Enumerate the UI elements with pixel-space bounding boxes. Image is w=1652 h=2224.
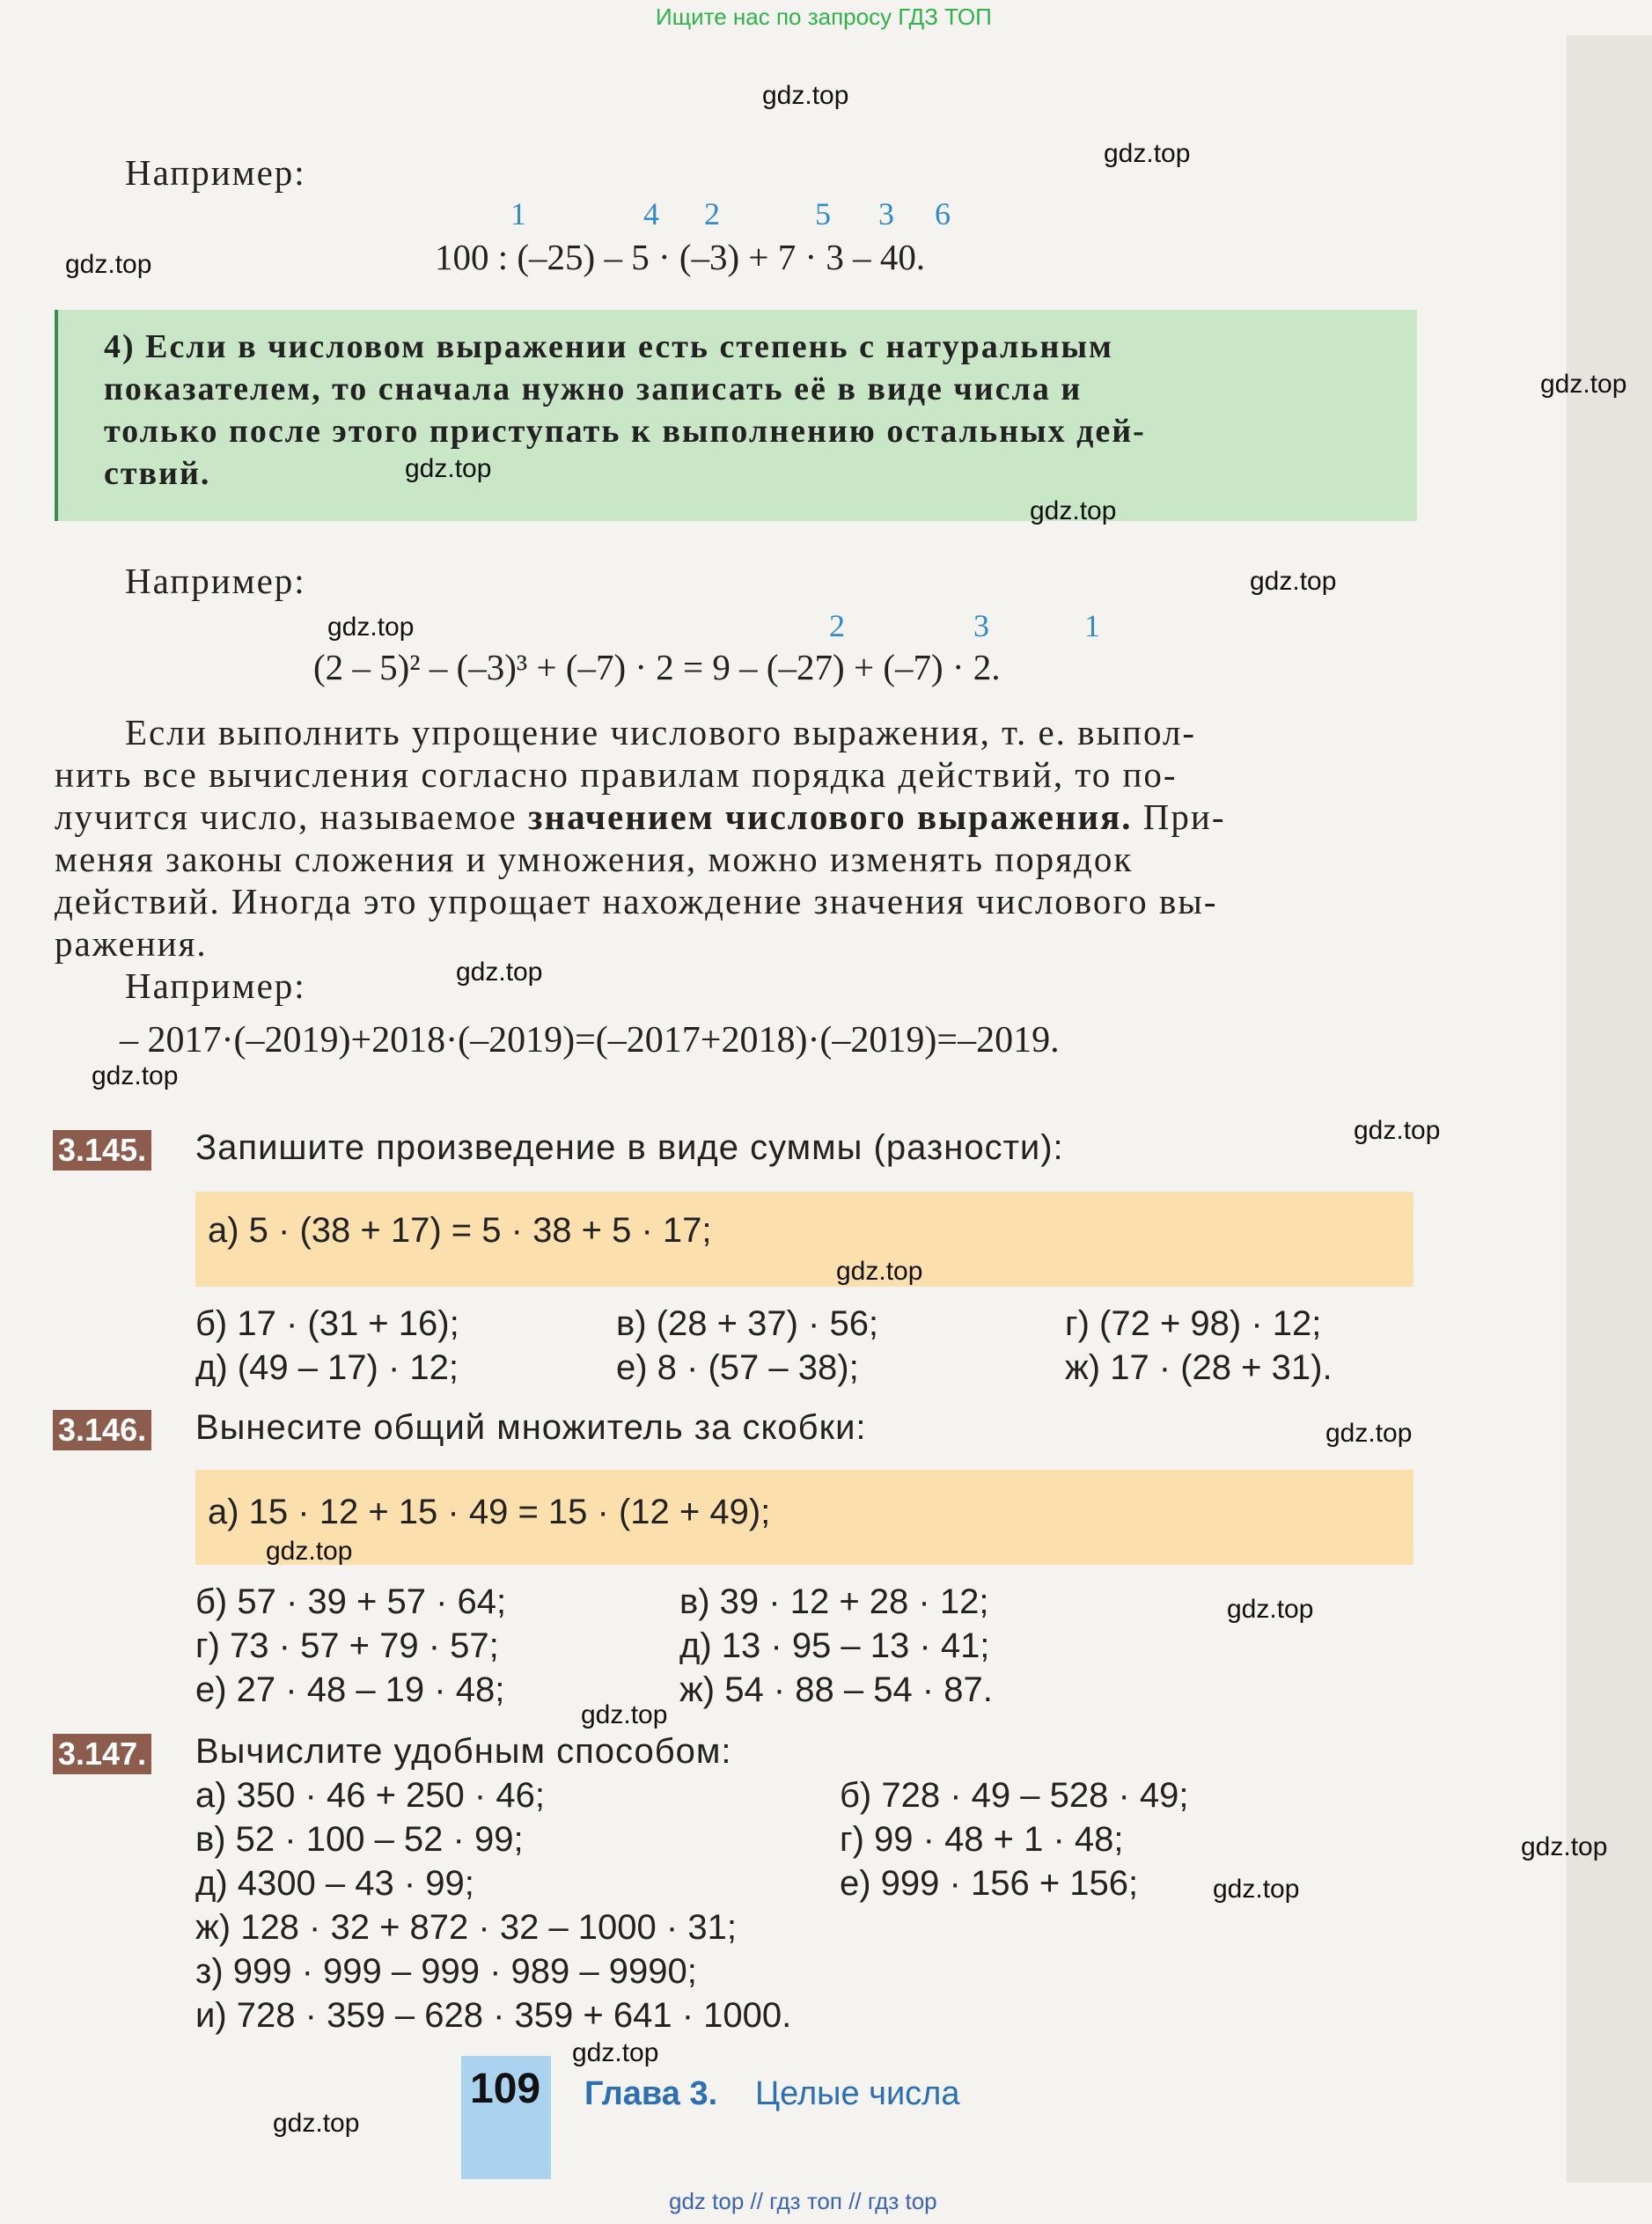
exercise-item: и) 728 · 359 – 628 · 359 + 641 · 1000.: [195, 1996, 792, 2035]
exercise-item: д) (49 – 17) · 12;: [195, 1348, 459, 1387]
term-bold: значением числового выражения.: [527, 796, 1133, 837]
example2-step: 2: [829, 608, 845, 643]
example1-expression: 100 : (–25) – 5 · (–3) + 7 · 3 – 40.: [435, 237, 926, 277]
exercise-item: е) 999 · 156 + 156;: [840, 1864, 1139, 1903]
sample-solution: а) 15 · 12 + 15 · 49 = 15 · (12 + 49);: [208, 1493, 771, 1531]
exercise-item: б) 17 · (31 + 16);: [195, 1304, 459, 1343]
exercise-item: ж) 54 · 88 – 54 · 87.: [679, 1670, 993, 1709]
watermark: gdz.top: [1227, 1595, 1314, 1624]
paragraph-line: Если выполнить упрощение числового выражения, т. е. выпол-: [125, 712, 1197, 752]
example1-step: 4: [643, 196, 659, 231]
example1-step: 6: [935, 196, 951, 231]
example1-step: 1: [510, 196, 526, 231]
watermark: gdz.top: [1213, 1875, 1300, 1904]
watermark: gdz.top: [266, 1537, 353, 1566]
exercise-task: Запишите произведение в виде суммы (разности):: [195, 1128, 1064, 1167]
rule-line: только после этого приступать к выполнению остальных дей-: [104, 413, 1146, 450]
exercise-item: д) 4300 – 43 · 99;: [195, 1864, 474, 1903]
watermark: gdz.top: [65, 250, 152, 279]
paragraph-line: лучится число, называемое значением числового выражения. При-: [55, 796, 1226, 837]
watermark: gdz.top: [1521, 1832, 1608, 1861]
exercise-number: 3.145.: [53, 1130, 151, 1171]
exercise-item: в) 39 · 12 + 28 · 12;: [679, 1582, 989, 1621]
chapter-title: Целые числа: [755, 2075, 960, 2112]
watermark: gdz.top: [581, 1700, 668, 1729]
example2-step: 3: [973, 608, 989, 643]
example2-label: Например:: [125, 561, 306, 601]
exercise-item: б) 728 · 49 – 528 · 49;: [840, 1776, 1189, 1815]
chapter-label: Глава 3.: [584, 2075, 718, 2112]
example1-step: 2: [704, 196, 720, 231]
paragraph-line: меняя законы сложения и умножения, можно изменять порядок: [55, 839, 1134, 879]
watermark: gdz.top: [836, 1257, 923, 1286]
watermark: gdz.top: [1250, 567, 1337, 596]
exercise-item: е) 27 · 48 – 19 · 48;: [195, 1670, 505, 1709]
watermark: gdz.top: [1325, 1419, 1413, 1448]
exercise-item: з) 999 · 999 – 999 · 989 – 9990;: [195, 1952, 697, 1991]
exercise-item: а) 350 · 46 + 250 · 46;: [195, 1776, 545, 1815]
watermark: gdz.top: [92, 1061, 179, 1090]
example1-step: 3: [878, 196, 894, 231]
watermark: gdz.top: [762, 81, 849, 110]
watermark: gdz.top: [456, 958, 543, 987]
example3-expression: – 2017·(–2019)+2018·(–2019)=(–2017+2018)·(–2019)=–2019.: [120, 1020, 1060, 1061]
watermark: gdz.top: [1540, 370, 1627, 399]
paragraph-line: нить все вычисления согласно правилам порядка действий, то по-: [55, 754, 1178, 795]
rule-line: 4) Если в числовом выражении есть степень с натуральным: [104, 328, 1113, 365]
header-search-link[interactable]: Ищите нас по запросу ГДЗ ТОП: [656, 4, 992, 30]
exercise-task: Вынесите общий множитель за скобки:: [195, 1408, 867, 1447]
watermark: gdz.top: [273, 2109, 360, 2138]
example1-step: 5: [815, 196, 831, 231]
paragraph-line: ражения.: [55, 923, 208, 964]
watermark: gdz.top: [1104, 139, 1191, 168]
exercise-item: е) 8 · (57 – 38);: [616, 1348, 859, 1387]
watermark: gdz.top: [405, 454, 492, 483]
exercise-item: ж) 17 · (28 + 31).: [1065, 1348, 1333, 1387]
exercise-item: ж) 128 · 32 + 872 · 32 – 1000 · 31;: [195, 1908, 737, 1947]
exercise-item: г) 99 · 48 + 1 · 48;: [840, 1820, 1124, 1859]
exercise-item: б) 57 · 39 + 57 · 64;: [195, 1582, 507, 1621]
watermark: gdz.top: [1030, 496, 1117, 525]
exercise-item: г) 73 · 57 + 79 · 57;: [195, 1626, 499, 1665]
exercise-item: в) 52 · 100 – 52 · 99;: [195, 1820, 524, 1859]
exercise-item: в) (28 + 37) · 56;: [616, 1304, 879, 1343]
footer-links[interactable]: gdz top // гдз топ // гдз top: [669, 2188, 937, 2214]
watermark: gdz.top: [1354, 1116, 1441, 1145]
exercise-number: 3.147.: [53, 1734, 151, 1774]
example2-step: 1: [1084, 608, 1100, 643]
watermark: gdz.top: [572, 2038, 659, 2067]
paragraph-line: действий. Иногда это упрощает нахождение значения числового вы-: [55, 881, 1218, 921]
exercise-item: д) 13 · 95 – 13 · 41;: [679, 1626, 990, 1665]
exercise-number: 3.146.: [53, 1410, 151, 1450]
exercise-task: Вычислите удобным способом:: [195, 1732, 732, 1771]
exercise-item: г) (72 + 98) · 12;: [1065, 1304, 1322, 1343]
rule-line: показателем, то сначала нужно записать её в виде числа и: [104, 371, 1083, 407]
watermark: gdz.top: [327, 613, 415, 642]
example1-label: Например:: [125, 152, 306, 193]
example2-expression: (2 – 5)² – (–3)³ + (–7) · 2 = 9 – (–27) + (–7) · 2.: [313, 647, 1001, 687]
example3-label: Например:: [125, 965, 306, 1006]
sample-solution: а) 5 · (38 + 17) = 5 · 38 + 5 · 17;: [208, 1211, 712, 1250]
rule-line: ствий.: [104, 455, 211, 492]
page-number: 109: [470, 2066, 541, 2112]
